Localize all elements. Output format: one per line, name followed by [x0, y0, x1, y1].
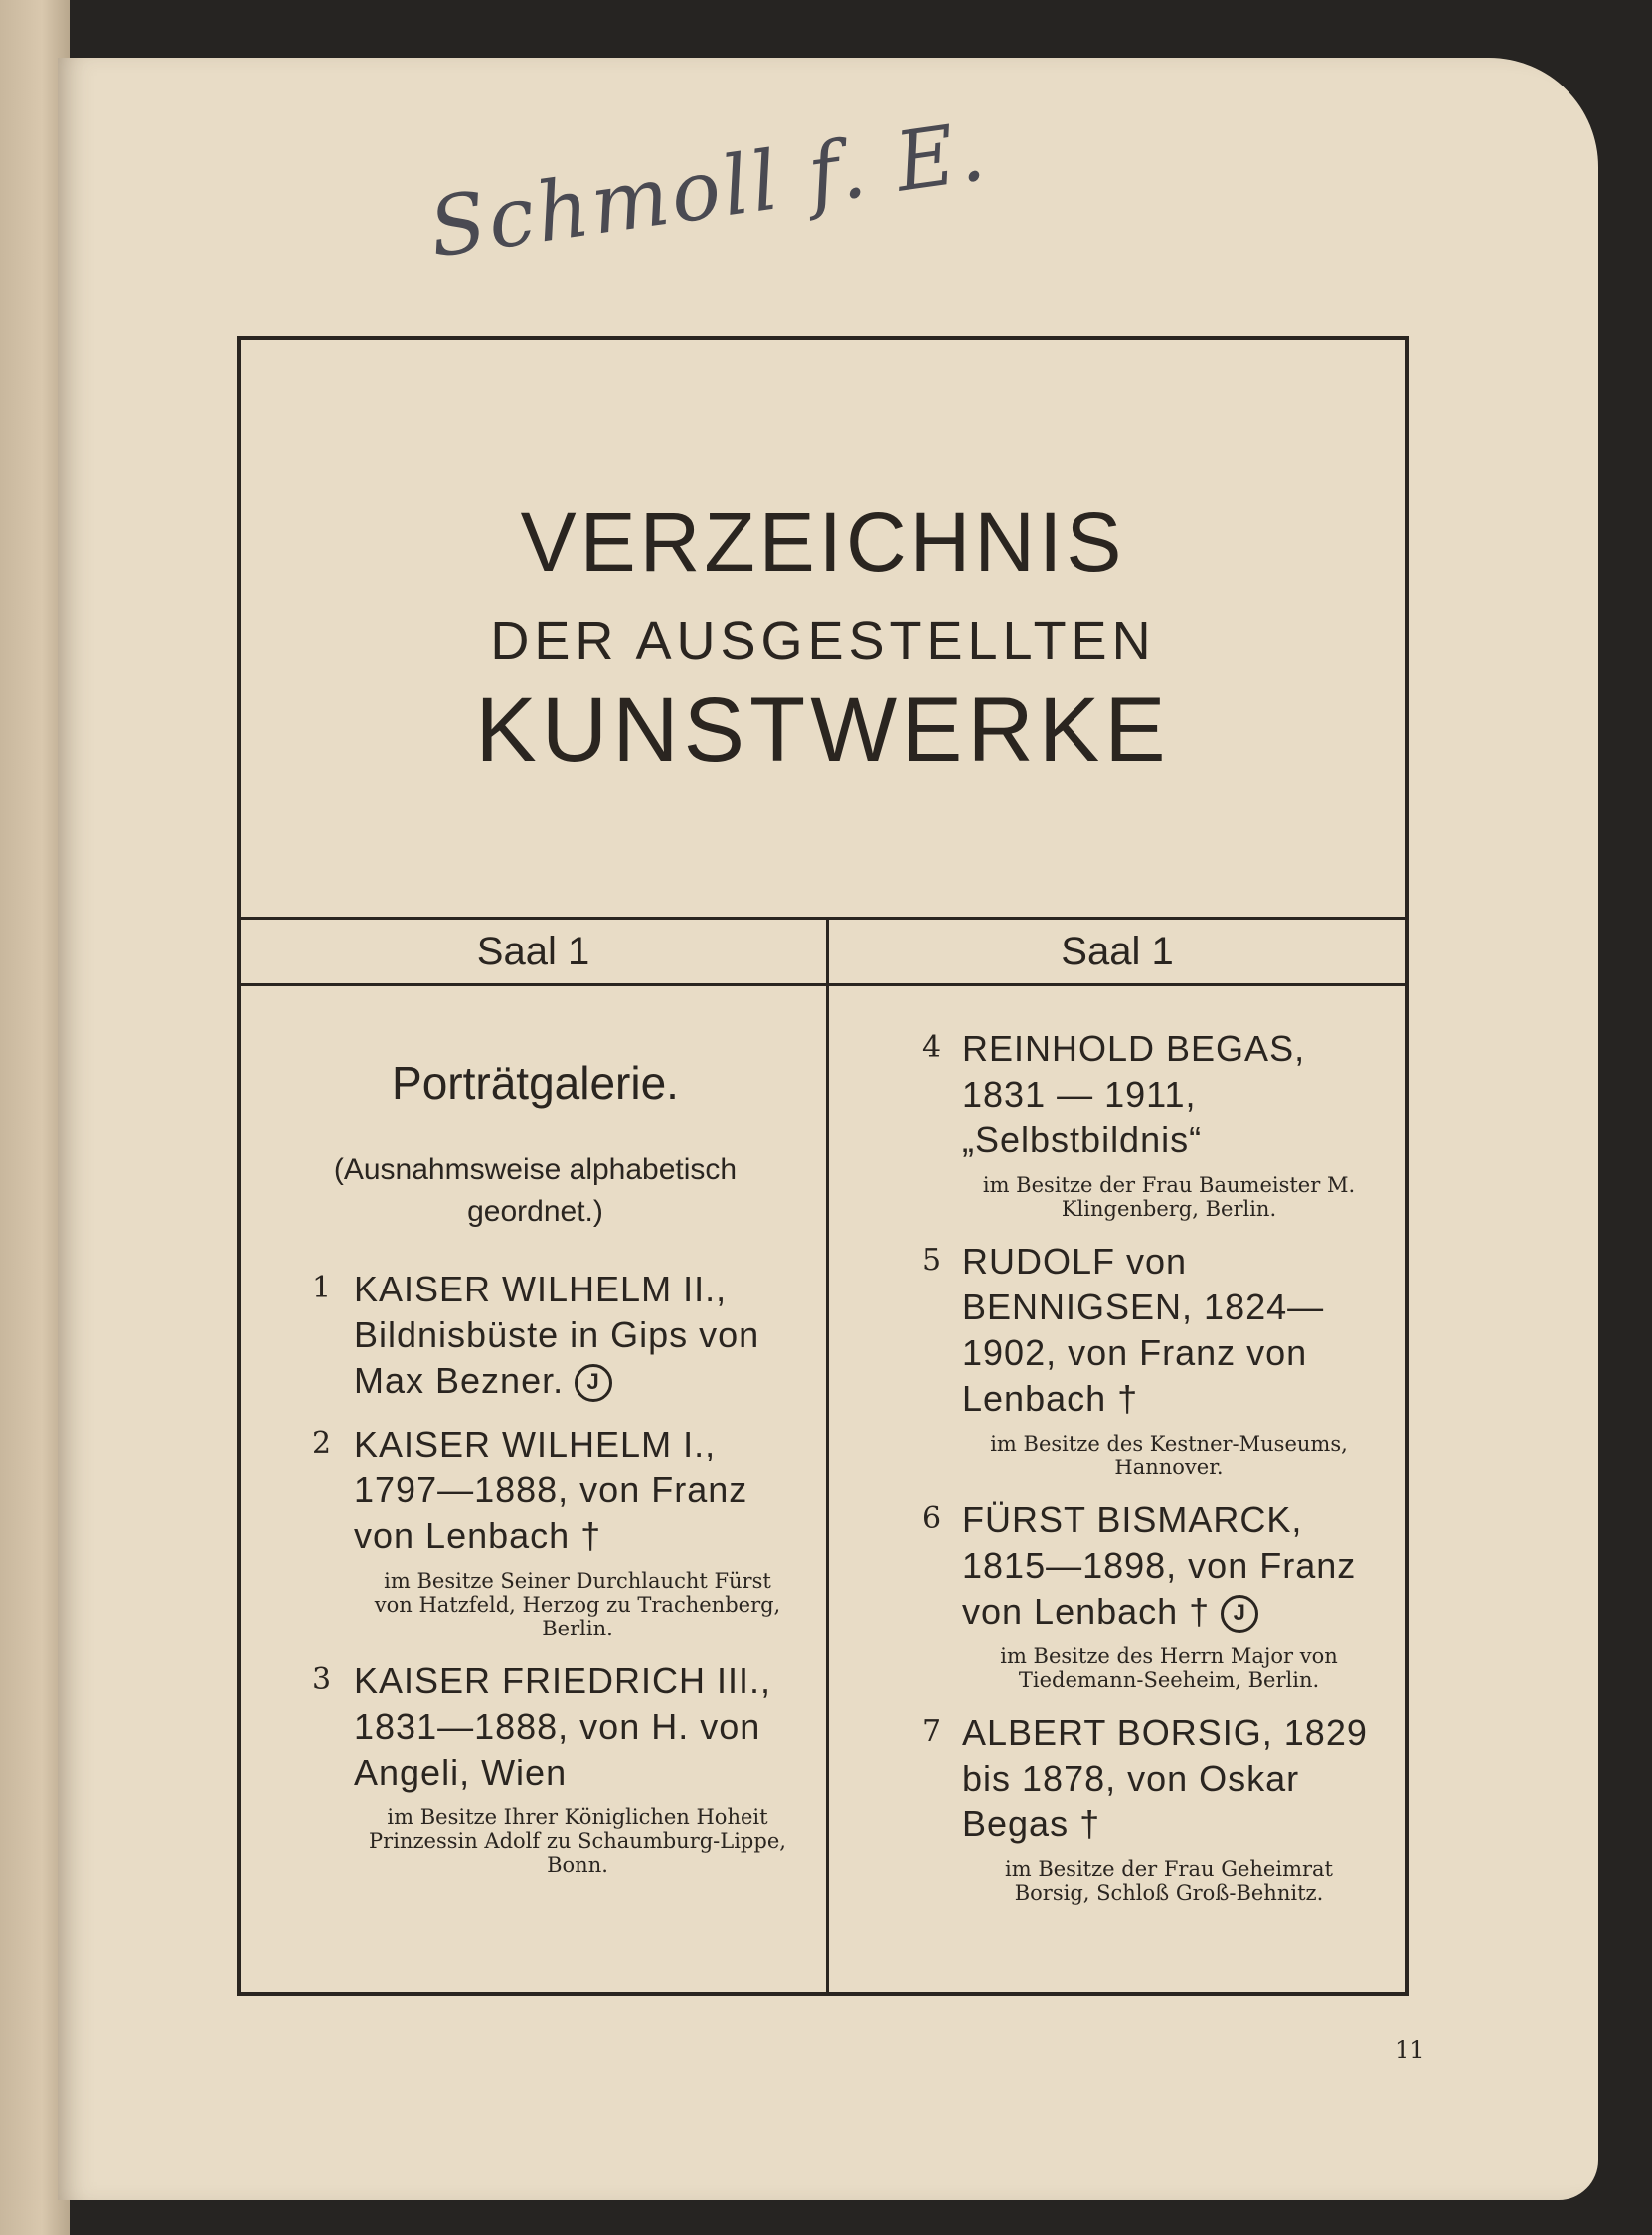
catalog-page — [58, 58, 1598, 2200]
title-line-1: VERZEICHNIS — [520, 495, 1126, 589]
entry-owner: im Besitze Seiner Durchlaucht Fürst von Hatzfeld, Herzog zu Trachenberg, Berlin. — [374, 1569, 781, 1640]
entry-owner: im Besitze der Frau Baumeister M. Klingenberg, Berlin. — [982, 1173, 1356, 1221]
entry-title — [354, 1267, 796, 1404]
entry-number: 6 — [922, 1501, 942, 1536]
catalog-entry — [863, 1026, 1376, 1221]
entry-text: FÜRST BISMARCK, 1815—1898, von Franz von Lenbach † — [962, 1499, 1357, 1632]
entry-number: 2 — [312, 1426, 332, 1461]
entry-number: 5 — [922, 1243, 942, 1278]
jury-mark-icon: J — [575, 1364, 612, 1402]
right-hall-heading: Saal 1 — [829, 920, 1405, 986]
entry-number: 1 — [312, 1271, 332, 1305]
entry-title: KAISER WILHELM I., 1797—1888, von Franz von Lenbach † — [354, 1424, 748, 1556]
section-note: (Ausnahmsweise alphabetisch geordnet.) — [333, 1153, 738, 1228]
catalog-entry — [863, 1710, 1376, 1905]
entry-number: 3 — [312, 1662, 332, 1697]
catalog-entry — [274, 1658, 796, 1877]
entry-owner: im Besitze der Frau Geheimrat Borsig, Schloß Groß-Behnitz. — [1005, 1857, 1333, 1905]
catalog-entry — [863, 1239, 1376, 1479]
entry-owner: im Besitze des Kestner-Museums, Hannover. — [990, 1432, 1348, 1479]
title-line-2: DER AUSGESTELLTEN — [490, 611, 1156, 671]
entry-number: 4 — [922, 1030, 942, 1065]
title-block — [241, 340, 1405, 917]
catalog-entry — [863, 1497, 1376, 1692]
entry-owner: im Besitze Ihrer Königlichen Hoheit Prinzessin Adolf zu Schaumburg-Lippe, Bonn. — [369, 1805, 786, 1877]
right-column — [829, 920, 1405, 1992]
entry-title: ALBERT BORSIG, 1829 bis 1878, von Oskar Begas † — [962, 1712, 1368, 1844]
section-title: Porträtgalerie. — [392, 1057, 679, 1109]
entry-title: KAISER FRIEDRICH III., 1831—1888, von H. von Angeli, Wien — [354, 1660, 772, 1793]
catalog-entry — [274, 1422, 796, 1640]
catalog-frame — [237, 336, 1409, 1996]
jury-mark-icon: J — [1221, 1595, 1258, 1633]
title-line-3: KUNSTWERKE — [475, 679, 1171, 780]
entry-title: RUDOLF von BENNIGSEN, 1824—1902, von Franz von Lenbach † — [962, 1241, 1325, 1419]
left-hall-heading: Saal 1 — [241, 920, 826, 986]
catalog-entry — [274, 1267, 796, 1404]
handwritten-note: Schmoll f. E. — [423, 103, 994, 276]
page-number: 11 — [1395, 2036, 1425, 2064]
entry-number: 7 — [922, 1714, 942, 1749]
entry-title: REINHOLD BEGAS, 1831 — 1911, „Selbstbildnis“ — [962, 1028, 1306, 1160]
left-column — [241, 920, 826, 1992]
entry-owner: im Besitze des Herrn Major von Tiedemann-Seeheim, Berlin. — [1000, 1644, 1338, 1692]
entry-text: KAISER WILHELM II., Bildnisbüste in Gips von Max Bezner. — [354, 1269, 760, 1401]
entry-title — [962, 1497, 1376, 1634]
